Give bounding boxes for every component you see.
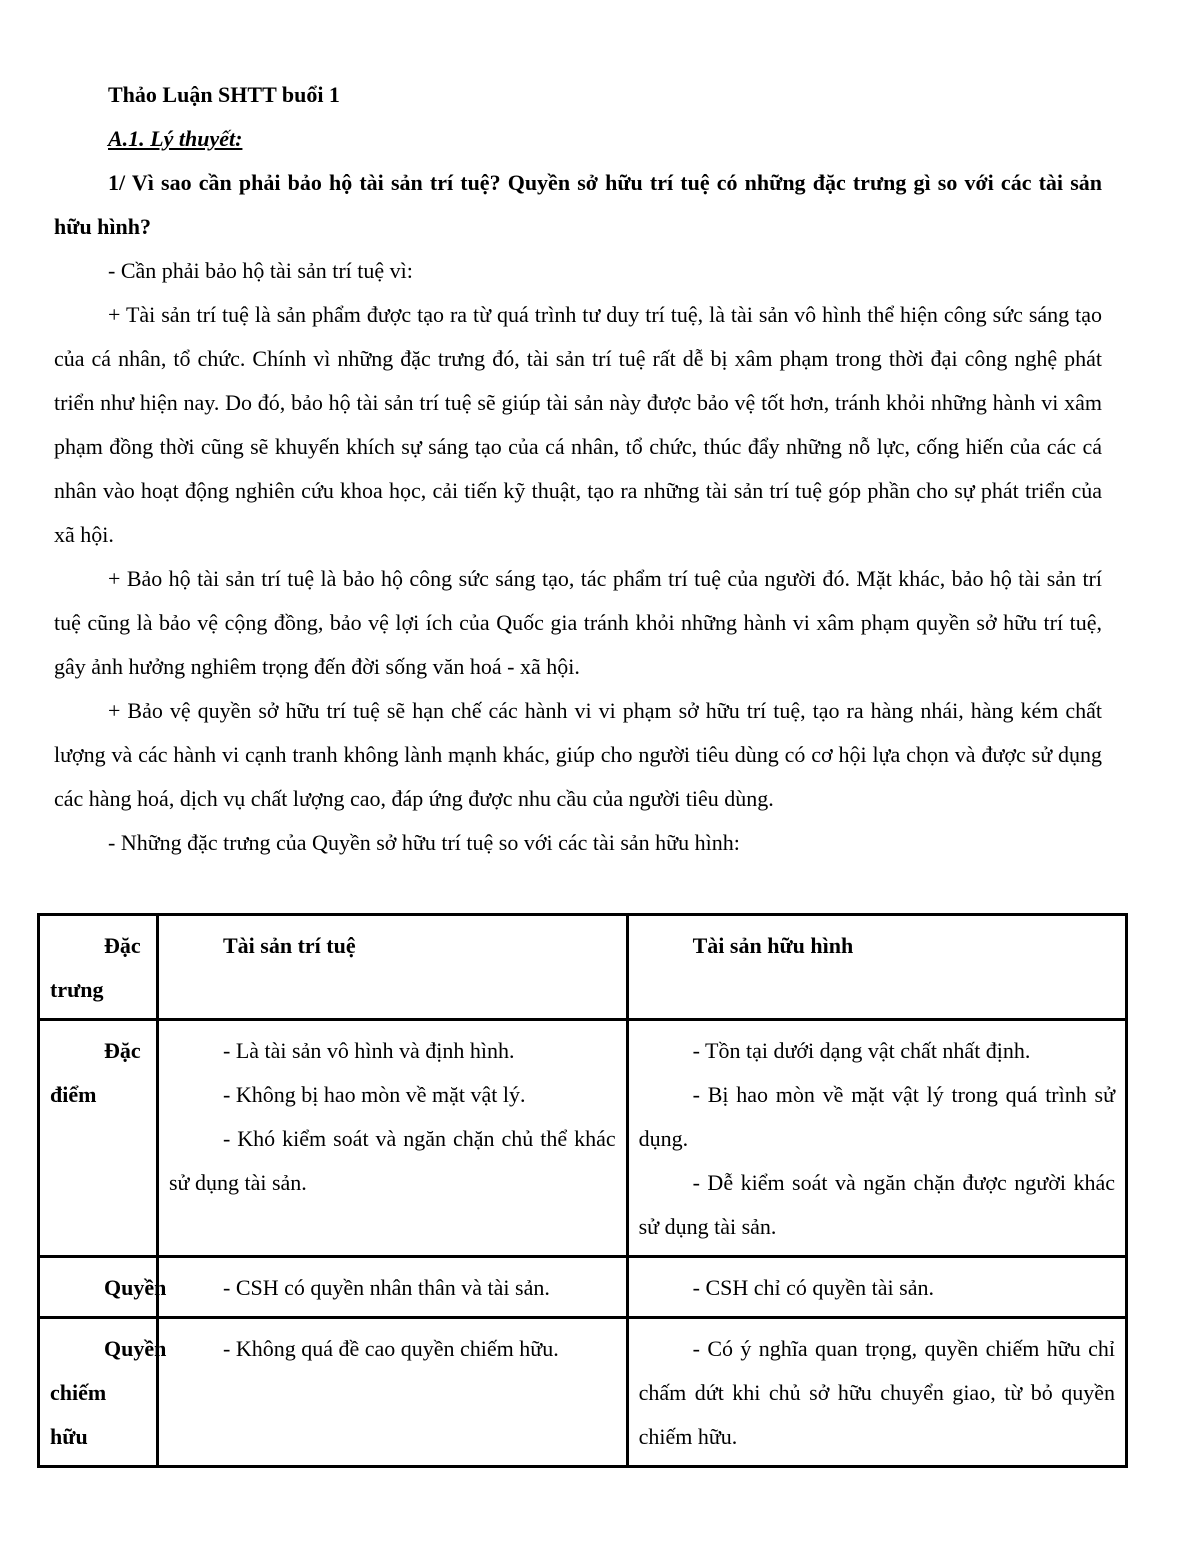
row-label: Quyền chiếm hữu [50, 1336, 167, 1449]
comparison-table [37, 913, 1128, 1468]
cell-line: - Là tài sản vô hình và định hình. [223, 1038, 515, 1063]
reason-paragraph: + Bảo hộ tài sản trí tuệ là bảo hộ công sức sáng tạo, tác phẩm trí tuệ của người đó. Mặt khác, bảo hộ tài sản trí tuệ cũng là bảo vệ cộng đồng, bảo vệ lợi ích của Quốc gia tránh khỏi những hành vi xâm phạm quyền sở hữu trí tuệ, gây ảnh hưởng nghiêm trọng đến đời sống văn hoá - xã hội. [54, 566, 1102, 679]
intellectual-cell [158, 1020, 628, 1257]
header-label-tangible: Tài sản hữu hình [692, 933, 854, 958]
table-intro: - Những đặc trưng của Quyền sở hữu trí tuệ so với các tài sản hữu hình: [108, 830, 740, 855]
header-cell-feature [39, 915, 158, 1020]
header-label-feature: Đặc trưng [50, 933, 141, 1002]
header-cell-intellectual [158, 915, 628, 1020]
answer-intro: - Cần phải bảo hộ tài sản trí tuệ vì: [108, 258, 413, 283]
tangible-cell [627, 1318, 1126, 1467]
cell-line: - Có ý nghĩa quan trọng, quyền chiếm hữu chỉ chấm dứt khi chủ sở hữu chuyển giao, từ bỏ quyền chiếm hữu. [638, 1336, 1115, 1449]
cell-line: - Không bị hao mòn về mặt vật lý. [223, 1082, 526, 1107]
row-label-cell [39, 1020, 158, 1257]
reason-paragraph: + Tài sản trí tuệ là sản phẩm được tạo ra từ quá trình tư duy trí tuệ, là tài sản vô hình thể hiện công sức sáng tạo của cá nhân, tổ chức. Chính vì những đặc trưng đó, tài sản trí tuệ rất dễ bị xâm phạm trong thời đại công nghệ phát triển như hiện nay. Do đó, bảo hộ tài sản trí tuệ sẽ giúp tài sản này được bảo vệ tốt hơn, tránh khỏi những hành vi xâm phạm đồng thời cũng sẽ khuyến khích sự sáng tạo của cá nhân, tổ chức, thúc đẩy những nỗ lực, cống hiến của các cá nhân vào hoạt động nghiên cứu khoa học, cải tiến kỹ thuật, tạo ra những tài sản trí tuệ góp phần cho sự phát triển của xã hội. [54, 302, 1102, 547]
section-heading-wrapper [54, 117, 1102, 161]
tangible-cell [627, 1257, 1126, 1318]
row-label: Quyền [104, 1275, 167, 1300]
cell-line: - Tồn tại dưới dạng vật chất nhất định. [692, 1038, 1031, 1063]
cell-line: - Khó kiểm soát và ngăn chặn chủ thể khác sử dụng tài sản. [169, 1126, 616, 1195]
cell-line: - Dễ kiểm soát và ngăn chặn được người khác sử dụng tài sản. [638, 1170, 1115, 1239]
header-label-intellectual: Tài sản trí tuệ [223, 933, 356, 958]
cell-line: - Bị hao mòn về mặt vật lý trong quá trình sử dụng. [638, 1082, 1115, 1151]
cell-line: - CSH có quyền nhân thân và tài sản. [223, 1275, 550, 1300]
document-body [54, 73, 1102, 865]
section-heading: A.1. Lý thuyết: [108, 126, 243, 151]
table-row [39, 1020, 1127, 1257]
reason-paragraph: + Bảo vệ quyền sở hữu trí tuệ sẽ hạn chế các hành vi vi phạm sở hữu trí tuệ, tạo ra hàng nhái, hàng kém chất lượng và các hành vi cạnh tranh không lành mạnh khác, giúp cho người tiêu dùng có cơ hội lựa chọn và được sử dụng các hàng hoá, dịch vụ chất lượng cao, đáp ứng được nhu cầu của người tiêu dùng. [54, 698, 1102, 811]
document-title: Thảo Luận SHTT buổi 1 [108, 82, 340, 107]
row-label: Đặc điểm [50, 1038, 141, 1107]
table-row [39, 1257, 1127, 1318]
intellectual-cell [158, 1318, 628, 1467]
question-1: 1/ Vì sao cần phải bảo hộ tài sản trí tuệ? Quyền sở hữu trí tuệ có những đặc trưng gì so với các tài sản hữu hình? [54, 170, 1102, 239]
cell-line: - CSH chỉ có quyền tài sản. [692, 1275, 934, 1300]
cell-line: - Không quá đề cao quyền chiếm hữu. [223, 1336, 559, 1361]
tangible-cell [627, 1020, 1126, 1257]
header-cell-tangible [627, 915, 1126, 1020]
intellectual-cell [158, 1257, 628, 1318]
row-label-cell [39, 1318, 167, 1467]
table-header-row [39, 915, 1127, 1020]
table-row [39, 1318, 1127, 1467]
row-label-cell [39, 1257, 167, 1318]
